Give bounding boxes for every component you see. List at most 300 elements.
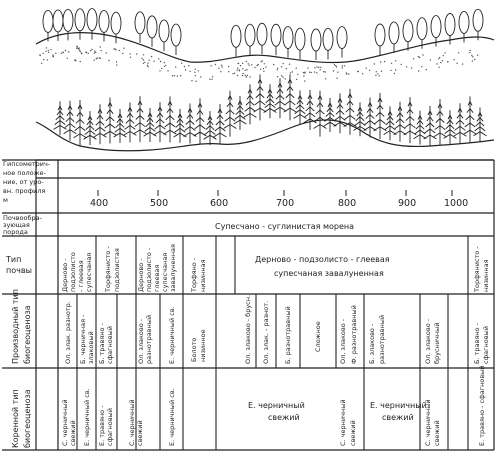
deciduous-tree-crown <box>147 16 157 38</box>
deciduous-tree-crown <box>473 9 483 31</box>
moraine-dot <box>391 63 392 64</box>
moraine-dot <box>61 53 62 54</box>
moraine-dot <box>106 52 107 53</box>
moraine-dot <box>81 53 82 54</box>
moraine-dot <box>377 73 378 74</box>
deciduous-tree-crown <box>99 10 109 32</box>
moraine-dot <box>94 52 95 53</box>
moraine-dot <box>248 63 249 64</box>
deciduous-tree-crown <box>245 24 255 46</box>
moraine-dot <box>165 65 166 66</box>
moraine-dot <box>426 69 427 70</box>
moraine-dot <box>174 75 175 76</box>
moraine-dot <box>191 80 192 81</box>
moraine-dot <box>160 61 161 62</box>
moraine-dot <box>194 72 195 73</box>
svg-text:Тип: Тип <box>6 255 22 264</box>
moraine-dot <box>97 57 98 58</box>
svg-text:подзолисто -: подзолисто - <box>145 247 153 292</box>
moraine-dot <box>369 70 370 71</box>
svg-text:Ол. злак. - разнот.: Ол. злак. - разнот. <box>262 300 270 364</box>
svg-text:завалуненная: завалуненная <box>169 244 177 292</box>
moraine-dot <box>189 71 190 72</box>
moraine-dot <box>456 63 457 64</box>
moraine-dot <box>375 75 376 76</box>
moraine-dot <box>418 70 419 71</box>
moraine-dot <box>453 59 454 60</box>
soil-type-right <box>473 246 490 293</box>
svg-text:Б. травяно -: Б. травяно - <box>473 323 481 364</box>
svg-text:злаковый: злаковый <box>87 331 95 364</box>
moraine-dot <box>439 57 440 58</box>
moraine-dot <box>277 68 278 69</box>
moraine-dot <box>209 79 210 80</box>
moraine-dot <box>477 55 478 56</box>
moraine-dot <box>292 71 293 72</box>
moraine-dot <box>336 78 337 79</box>
landscape-profile <box>36 33 494 160</box>
moraine-dot <box>74 60 75 61</box>
deciduous-tree-crown <box>135 12 145 34</box>
svg-text:подзолисто: подзолисто <box>69 252 77 292</box>
moraine-dot <box>88 53 89 54</box>
moraine-dot <box>67 58 68 59</box>
moraine-dot <box>116 64 117 65</box>
moraine-dot <box>277 69 278 70</box>
deciduous-tree-crown <box>295 28 305 50</box>
elevation-tick-label: 1000 <box>444 198 469 209</box>
deciduous-tree-crown <box>337 27 347 49</box>
svg-text:Е. травяно -: Е. травяно - <box>98 405 106 446</box>
lower-terrain-line <box>36 120 494 151</box>
soil-type-main <box>255 255 390 278</box>
svg-text:Сложное: Сложное <box>314 321 322 352</box>
moraine-dot <box>80 51 81 52</box>
moraine-dot <box>348 73 349 74</box>
svg-text:Е. черничный св.: Е. черничный св. <box>83 388 91 446</box>
moraine-dot <box>447 61 448 62</box>
moraine-dot <box>90 50 91 51</box>
svg-text:биогеоценоза: биогеоценоза <box>23 389 32 448</box>
moraine-dot <box>379 75 380 76</box>
moraine-dot <box>45 51 46 52</box>
moraine-dot <box>246 76 247 77</box>
moraine-dot <box>76 48 77 49</box>
svg-text:Ол. злаково - брусн.: Ол. злаково - брусн. <box>244 294 252 364</box>
moraine-dot <box>237 70 238 71</box>
moraine-dot <box>221 65 222 66</box>
svg-text:разнотравный: разнотравный <box>145 314 153 364</box>
svg-text:свежий: свежий <box>268 413 300 422</box>
moraine-dot <box>257 65 258 66</box>
moraine-dot <box>62 52 63 53</box>
moraine-dot <box>237 68 238 69</box>
moraine-dot <box>159 70 160 71</box>
moraine-dot <box>260 61 261 62</box>
moraine-dot <box>41 63 42 64</box>
svg-text:С. черничный: С. черничный <box>339 399 347 446</box>
moraine-dot <box>357 71 358 72</box>
moraine-dot <box>153 61 154 62</box>
moraine-dot <box>47 59 48 60</box>
svg-text:Б. травяно -: Б. травяно - <box>98 323 106 364</box>
moraine-dot <box>374 63 375 64</box>
moraine-dot <box>50 49 51 50</box>
moraine-dot <box>143 59 144 60</box>
moraine-dot <box>175 66 176 67</box>
moraine-dot <box>335 65 336 66</box>
moraine-dot <box>95 52 96 53</box>
moraine-dot <box>472 60 473 61</box>
moraine-dot <box>249 76 250 77</box>
moraine-dot <box>471 55 472 56</box>
elevation-tick-label: 800 <box>338 198 357 209</box>
moraine-dot <box>164 66 165 67</box>
moraine-dot <box>164 62 165 63</box>
svg-text:биогеоценоза: биогеоценоза <box>23 305 32 364</box>
moraine-dot <box>55 53 56 54</box>
deciduous-tree-crown <box>445 14 455 36</box>
svg-text:брусничный: брусничный <box>433 322 441 364</box>
moraine-dot <box>406 66 407 67</box>
moraine-dot <box>39 54 40 55</box>
moraine-dot <box>320 69 321 70</box>
moraine-dot <box>336 66 337 67</box>
moraine-dot <box>458 52 459 53</box>
deciduous-tree-crown <box>231 25 241 47</box>
moraine-dot <box>43 59 44 60</box>
moraine-dot <box>316 66 317 67</box>
moraine-dot <box>285 78 286 79</box>
moraine-dot <box>443 55 444 56</box>
moraine-dot <box>93 60 94 61</box>
moraine-dot <box>263 68 264 69</box>
deciduous-tree-crown <box>111 12 121 34</box>
moraine-dot <box>394 73 395 74</box>
moraine-dot <box>316 72 317 73</box>
moraine-dot <box>245 75 246 76</box>
moraine-dot <box>195 69 196 70</box>
row-label-relief <box>3 160 51 204</box>
moraine-dot <box>94 51 95 52</box>
svg-text:С. черничный: С. черничный <box>424 399 432 446</box>
moraine-dot <box>185 69 186 70</box>
moraine-dot <box>281 66 282 67</box>
svg-text:свежий: свежий <box>382 413 414 422</box>
moraine-dot <box>65 50 66 51</box>
moraine-dot <box>314 67 315 68</box>
moraine-dot <box>172 75 173 76</box>
svg-text:низинная: низинная <box>482 259 490 292</box>
moraine-dot <box>130 57 131 58</box>
deciduous-tree-crown <box>271 24 281 46</box>
moraine-dot <box>147 62 148 63</box>
moraine-dot <box>262 60 263 61</box>
moraine-dot <box>246 69 247 70</box>
moraine-dot <box>381 71 382 72</box>
moraine-dot <box>212 76 213 77</box>
moraine-dot <box>286 68 287 69</box>
moraine-dot <box>234 73 235 74</box>
moraine-dot <box>123 48 124 49</box>
moraine-dot <box>438 67 439 68</box>
moraine-dot <box>195 81 196 82</box>
moraine-dot <box>421 66 422 67</box>
deciduous-tree-crown <box>375 24 385 46</box>
svg-text:Е. черничный св.: Е. черничный св. <box>168 388 176 446</box>
elevation-tick-label: 900 <box>398 198 417 209</box>
svg-text:Е. черничный св.: Е. черничный св. <box>168 306 176 364</box>
svg-text:низинная: низинная <box>199 259 207 292</box>
row-label-soil-type <box>5 255 32 275</box>
moraine-dot <box>264 63 265 64</box>
moraine-dot <box>48 50 49 51</box>
moraine-dot <box>238 63 239 64</box>
svg-text:Б. разнотравный: Б. разнотравный <box>284 306 292 364</box>
moraine-dot <box>251 64 252 65</box>
moraine-dot <box>218 68 219 69</box>
svg-text:Дерново -: Дерново - <box>61 258 69 292</box>
moraine-dot <box>333 70 334 71</box>
moraine-dot <box>325 78 326 79</box>
moraine-dot <box>215 64 216 65</box>
deciduous-tree-crown <box>389 22 399 44</box>
deciduous-tree-crown <box>403 20 413 42</box>
svg-text:Е. черничный: Е. черничный <box>248 401 305 410</box>
moraine-dot <box>91 49 92 50</box>
moraine-dot <box>346 73 347 74</box>
moraine-dot <box>384 61 385 62</box>
deciduous-tree-crown <box>53 10 63 32</box>
moraine-dot <box>198 70 199 71</box>
moraine-dot <box>430 59 431 60</box>
moraine-dot <box>228 71 229 72</box>
moraine-dot <box>161 68 162 69</box>
moraine-dot <box>228 66 229 67</box>
svg-text:Болото: Болото <box>190 337 198 362</box>
svg-text:сфагновый: сфагновый <box>106 408 114 446</box>
deciduous-tree-crown <box>417 18 427 40</box>
svg-text:Коренной тип: Коренной тип <box>11 389 20 448</box>
moraine-dot <box>442 60 443 61</box>
moraine-dot <box>143 54 144 55</box>
moraine-dot <box>147 65 148 66</box>
moraine-dot <box>438 58 439 59</box>
moraine-dot <box>222 66 223 67</box>
svg-text:С. черничный: С. черничный <box>61 399 69 446</box>
soil-type-left2 <box>104 246 121 293</box>
svg-text:свежий: свежий <box>69 420 77 446</box>
substrate-label: Супесчано - суглинистая морена <box>215 222 355 231</box>
moraine-dot <box>304 72 305 73</box>
moraine-dot <box>273 64 274 65</box>
svg-text:почвы: почвы <box>6 266 32 275</box>
moraine-dot <box>43 53 44 54</box>
svg-text:Гипсометрич-: Гипсометрич- <box>3 160 51 168</box>
deciduous-tree-crown <box>431 16 441 38</box>
svg-text:супесчаная: супесчаная <box>85 252 93 292</box>
elevation-tick-label: 700 <box>276 198 295 209</box>
svg-text:Дерново -: Дерново - <box>137 258 145 292</box>
moraine-dot <box>148 66 149 67</box>
moraine-dot <box>136 53 137 54</box>
svg-text:Ол. злак. разнотр.: Ол. злак. разнотр. <box>64 301 72 364</box>
deciduous-tree-crown <box>63 9 73 31</box>
moraine-dot <box>380 61 381 62</box>
moraine-dot <box>254 67 255 68</box>
moraine-dot <box>290 72 291 73</box>
moraine-dot <box>86 52 87 53</box>
soil-type-peat <box>190 257 207 293</box>
svg-text:Почвообра-: Почвообра- <box>3 214 42 222</box>
moraine-dot <box>180 75 181 76</box>
svg-text:Б. черничная -: Б. черничная - <box>79 314 87 364</box>
moraine-dot <box>362 73 363 74</box>
moraine-dot <box>246 61 247 62</box>
deciduous-tree-crown <box>87 9 97 31</box>
root-types <box>61 365 486 446</box>
moraine-dot <box>282 76 283 77</box>
moraine-dot <box>334 64 335 65</box>
moraine-dot <box>46 47 47 48</box>
moraine-dot <box>240 65 241 66</box>
moraine-dot <box>342 67 343 68</box>
moraine-dot <box>444 52 445 53</box>
moraine-dot <box>149 60 150 61</box>
moraine-dot <box>141 58 142 59</box>
moraine-dot <box>303 75 304 76</box>
moraine-dot <box>68 51 69 52</box>
moraine-dot <box>474 59 475 60</box>
moraine-dot <box>337 72 338 73</box>
deciduous-tree-crown <box>459 11 469 33</box>
svg-text:- глеевая: - глеевая <box>77 260 85 292</box>
moraine-dot <box>462 63 463 64</box>
moraine-dot <box>297 74 298 75</box>
svg-text:свежий: свежий <box>349 420 357 446</box>
swamp-label <box>190 329 207 362</box>
moraine-dot <box>309 72 310 73</box>
elevation-ticks <box>90 190 468 209</box>
svg-text:свежий: свежий <box>433 420 441 446</box>
moraine-dot <box>143 63 144 64</box>
row-label-derived-type <box>11 289 32 364</box>
moraine-dot <box>181 63 182 64</box>
deciduous-tree-crown <box>283 27 293 49</box>
svg-text:порода: порода <box>3 228 28 236</box>
moraine-dot <box>472 56 473 57</box>
moraine-dot <box>395 60 396 61</box>
deciduous-tree-crown <box>43 10 53 32</box>
elevation-tick-label: 600 <box>210 198 229 209</box>
moraine-dot <box>418 56 419 57</box>
moraine-dot <box>318 67 319 68</box>
moraine-dot <box>53 56 54 57</box>
moraine-dot <box>311 72 312 73</box>
derived-types <box>64 295 490 364</box>
moraine-dot <box>324 71 325 72</box>
moraine-dot <box>79 47 80 48</box>
moraine-dot <box>177 75 178 76</box>
svg-text:супесчаная: супесчаная <box>161 252 169 292</box>
moraine-dot <box>245 70 246 71</box>
moraine-dot <box>249 65 250 66</box>
moraine-dot <box>242 75 243 76</box>
moraine-dot <box>401 64 402 65</box>
moraine-dot <box>344 65 345 66</box>
moraine-dot <box>232 73 233 74</box>
moraine-dot <box>283 63 284 64</box>
elevation-tick-label: 400 <box>90 198 109 209</box>
moraine-dot <box>239 70 240 71</box>
svg-text:сфагновый: сфагновый <box>106 326 114 364</box>
svg-text:сфагновый: сфагновый <box>482 326 490 364</box>
moraine-dot <box>390 70 391 71</box>
moraine-dot <box>184 66 185 67</box>
svg-text:Торфянисто -: Торфянисто - <box>473 246 481 292</box>
moraine-dot <box>242 63 243 64</box>
moraine-dot <box>289 63 290 64</box>
moraine-dot <box>260 69 261 70</box>
svg-text:подзолистая: подзолистая <box>113 248 121 292</box>
svg-text:Торфянисто -: Торфянисто - <box>104 246 112 292</box>
moraine-dot <box>220 71 221 72</box>
moraine-dot <box>167 70 168 71</box>
moraine-dot <box>195 75 196 76</box>
moraine-dot <box>242 68 243 69</box>
moraine-dot <box>265 66 266 67</box>
moraine-dot <box>296 68 297 69</box>
moraine-dot <box>320 67 321 68</box>
moraine-dot <box>116 61 117 62</box>
svg-text:Ол. злаково -: Ол. злаково - <box>137 318 145 364</box>
moraine-dot <box>304 80 305 81</box>
moraine-dot <box>108 60 109 61</box>
upper-forest <box>43 9 483 60</box>
svg-text:ние, от уро-: ние, от уро- <box>3 178 44 186</box>
moraine-dot <box>395 69 396 70</box>
row-label-root-type <box>11 389 32 448</box>
moraine-dot <box>158 58 159 59</box>
moraine-dot <box>242 73 243 74</box>
svg-text:свежий: свежий <box>136 420 144 446</box>
moraine-dot <box>237 75 238 76</box>
svg-text:Ол. злаково -: Ол. злаково - <box>424 318 432 364</box>
svg-text:Б. злаково -: Б. злаково - <box>368 323 376 364</box>
svg-text:Е. черничный: Е. черничный <box>370 401 427 410</box>
moraine-dot <box>188 65 189 66</box>
moraine-dot <box>440 62 441 63</box>
moraine-dot <box>436 63 437 64</box>
row-label-substrate <box>3 214 43 236</box>
moraine-dot <box>413 58 414 59</box>
moraine-dot <box>122 53 123 54</box>
moraine-dot <box>101 50 102 51</box>
svg-text:ное положе-: ное положе- <box>3 169 46 177</box>
svg-text:Производный тип: Производный тип <box>11 289 20 364</box>
moraine-dot <box>366 68 367 69</box>
moraine-dot <box>100 46 101 47</box>
svg-text:Дерново - подзолисто - глеевая: Дерново - подзолисто - глеевая <box>255 255 390 264</box>
svg-text:Е. травяно - сфагновый: Е. травяно - сфагновый <box>478 365 486 446</box>
svg-text:С. черничный: С. черничный <box>128 399 136 446</box>
deciduous-tree-crown <box>159 20 169 42</box>
svg-text:низинное: низинное <box>199 329 207 362</box>
moraine-dot <box>314 71 315 72</box>
deciduous-tree-crown <box>171 24 181 46</box>
moraine-dot <box>80 61 81 62</box>
svg-text:м: м <box>3 196 8 204</box>
